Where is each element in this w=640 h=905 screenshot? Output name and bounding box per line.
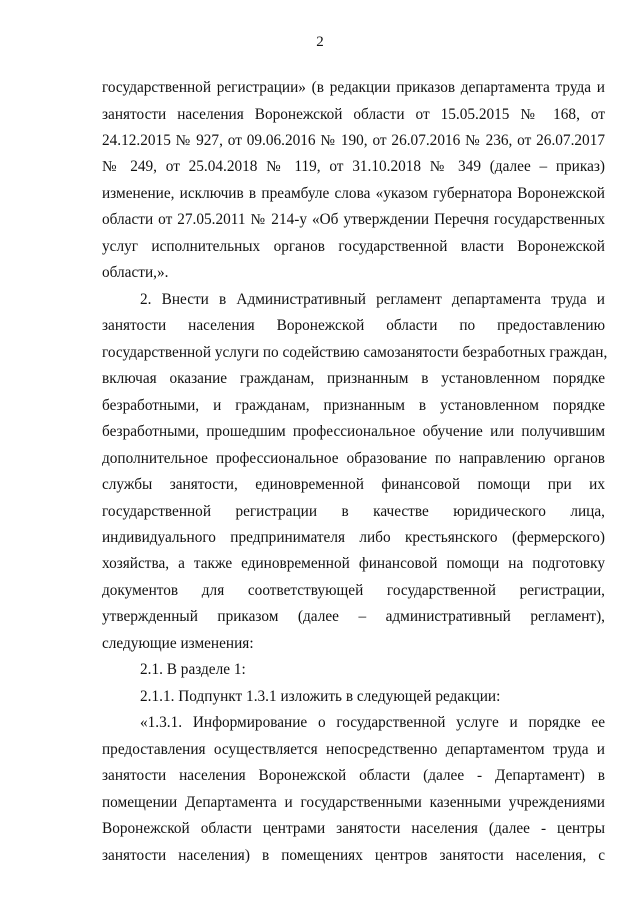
text-line: занятости населения Воронежской области (далее - Департамент) в bbox=[102, 767, 605, 784]
text-line: документов для соответствующей государственной регистрации, bbox=[102, 582, 605, 599]
text-line: Воронежской области центрами занятости населения (далее - центры bbox=[102, 820, 605, 837]
text-line: безработными, и гражданам, признанным в установленном порядке bbox=[102, 397, 605, 414]
text-line: помещении Департамента и государственными казенными учреждениями bbox=[102, 794, 605, 811]
text-line: государственной услуги по содействию самозанятости безработных граждан, bbox=[102, 344, 608, 361]
text-line: утвержденный приказом (далее – административный регламент), bbox=[102, 608, 605, 625]
text-line: 24.12.2015 № 927, от 09.06.2016 № 190, от 26.07.2016 № 236, от 26.07.2017 bbox=[102, 132, 605, 149]
text-line: государственной регистрации» (в редакции приказов департамента труда и bbox=[102, 79, 605, 96]
text-line: области от 27.05.2011 № 214-у «Об утверждении Перечня государственных bbox=[102, 211, 605, 228]
text-line: государственной регистрации в качестве юридического лица, bbox=[102, 503, 605, 520]
text-line: услуг исполнительных органов государственной власти Воронежской bbox=[102, 238, 605, 255]
text-line: занятости населения) в помещениях центров занятости населения, с bbox=[102, 847, 605, 864]
text-line: занятости населения Воронежской области от 15.05.2015 № 168, от bbox=[102, 106, 605, 123]
text-line: индивидуального предпринимателя либо крестьянского (фермерского) bbox=[102, 529, 605, 546]
page-number: 2 bbox=[316, 34, 324, 50]
text-line: службы занятости, единовременной финансовой помощи при их bbox=[102, 476, 605, 493]
text-line: хозяйства, а также единовременной финансовой помощи на подготовку bbox=[102, 555, 605, 572]
text-line: безработными, прошедшим профессиональное обучение или получившим bbox=[102, 423, 605, 440]
text-line: изменение, исключив в преамбуле слова «указом губернатора Воронежской bbox=[102, 185, 605, 202]
subsection-heading-line: 2.1.1. Подпункт 1.3.1 изложить в следующей редакции: bbox=[140, 688, 501, 705]
text-line: области,». bbox=[102, 264, 169, 281]
text-line: дополнительное профессиональное образование по направлению органов bbox=[102, 450, 605, 467]
text-line: предоставления осуществляется непосредственно департаментом труда и bbox=[102, 741, 605, 758]
paragraph-first-line: «1.3.1. Информирование о государственной услуге и порядке ее bbox=[140, 714, 605, 731]
text-line: включая оказание гражданам, признанным в установленном порядке bbox=[102, 370, 605, 387]
text-line: № 249, от 25.04.2018 № 119, от 31.10.2018 № 349 (далее – приказ) bbox=[102, 158, 605, 175]
text-line: следующие изменения: bbox=[102, 635, 254, 652]
text-line: занятости населения Воронежской области по предоставлению bbox=[102, 317, 605, 334]
paragraph-first-line: 2. Внести в Административный регламент департамента труда и bbox=[140, 291, 605, 308]
section-heading-line: 2.1. В разделе 1: bbox=[140, 661, 246, 678]
